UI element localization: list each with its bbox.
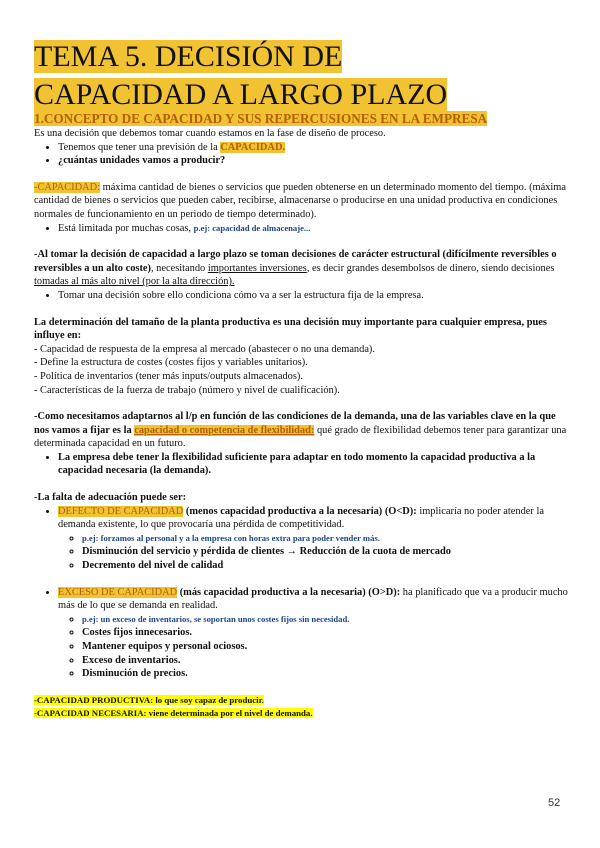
exceso-sublist [58,613,572,681]
list-item: ◦ Disminución del servicio y pérdida de clientes → Reducción de la cuota de mercado [82,545,572,559]
title-line-2: CAPACIDAD A LARGO PLAZO [34,78,448,111]
section-heading: 1.CONCEPTO DE CAPACIDAD Y SUS REPERCUSIONES EN LA EMPRESA [34,111,488,126]
tamano-item: - Capacidad de respuesta de la empresa al mercado (abastecer o no una demanda). [34,343,375,355]
tamano-heading: La determinación del tamaño de la planta productiva es una decisión muy importante para cualquier empresa, pues influye en: [34,316,547,342]
list-item: ◦ Disminución de precios. [82,667,572,681]
highlight: DEFECTO DE CAPACIDAD [58,505,184,517]
list-item: • ¿cuántas unidades vamos a producir? [58,154,572,168]
highlight: CAPACIDAD. [220,141,286,153]
highlight: EXCESO DE CAPACIDAD [58,586,178,598]
highlight: capacidad o competencia de flexibilidad: [134,424,315,436]
example-text: p.ej: capacidad de almacenaje... [193,222,311,233]
list-item: • EXCESO DE CAPACIDAD (más capacidad productiva a la necesaria) (O>D): ha planificado que va a producir mucho más de lo que se demanda en realidad. ◦ p.ej: un exceso de inventarios, se soportan unos costes fijos sin necesidad. ◦ Costes fijos innecesarios. ◦ Mantener equipos y personal ociosos. ◦ Exceso de inventarios. ◦ Disminución de precios. [58,586,572,681]
list-item [82,613,572,627]
tamano-item: - Define la estructura de costes (costes fijos y variables unitarios). [34,357,308,369]
document-body [34,127,572,721]
intro-paragraph: Es una decisión que debemos tomar cuando estamos en la fase de diseño de proceso. [34,128,386,139]
capacidad-definition: -CAPACIDAD: máxima cantidad de bienes o servicios que pueden obtenerse en un determinado momento del tiempo. (máxima cantidad de bienes o servicios que pueden caber, recibirse, almacenarse o producirse en una unidad productiva en condiciones normales de funcionamiento en un periodo de tiempo determinado). [34,181,567,220]
flexibilidad-paragraph: -Como necesitamos adaptarnos al l/p en función de las condiciones de la demanda, una de las variables clave en la que nos vamos a fijar es la capacidad o competencia de flexibilidad: qué grado de flexibilidad debemos tener para garantizar una determinada capacidad en un futuro. [34,411,567,450]
footnote: -CAPACIDAD NECESARIA: viene determinada por el nivel de demanda. [34,708,313,719]
falta-heading: -La falta de adecuación puede ser: [34,492,187,504]
largo-plazo-list [34,289,572,303]
list-item: • La empresa debe tener la flexibilidad suficiente para adaptar en todo momento la capacidad productiva a la capacidad necesaria (la demanda). [58,451,572,478]
list-item: • DEFECTO DE CAPACIDAD (menos capacidad productiva a la necesaria) (O<D): implicaría no poder atender la demanda existente, lo que provocaría una pérdida de competitividad. ◦ p.ej: forzamos al personal y a la empresa con horas extra para poder vender más. ◦ Disminución del servicio y pérdida de clientes → Reducción de la cuota de mercado ◦ Decremento del nivel de calidad [58,505,572,573]
list-item: ◦ Costes fijos innecesarios. [82,626,572,640]
highlight: -CAPACIDAD: [34,181,101,193]
exceso-list [34,586,572,681]
list-item: ◦ Decremento del nivel de calidad [82,559,572,573]
page-title [34,38,544,114]
example-text: p.ej: forzamos al personal y a la empresa con horas extra para poder vender más. [82,532,380,543]
list-item: ◦ Exceso de inventarios. [82,654,572,668]
defecto-sublist [58,532,572,573]
intro-list [34,141,572,168]
tamano-item: - Características de la fuerza de trabajo (número y nivel de cualificación). [34,384,340,396]
flexibilidad-list [34,451,572,478]
list-item [82,532,572,546]
title-line-1: TEMA 5. DECISIÓN DE [34,40,343,73]
example-text: p.ej: un exceso de inventarios, se soportan unos costes fijos sin necesidad. [82,613,350,624]
list-item: ◦ Mantener equipos y personal ociosos. [82,640,572,654]
tamano-item: - Política de inventarios (tener más inputs/outputs almacenados). [34,370,303,382]
list-item: • Tenemos que tener una previsión de la CAPACIDAD. [58,141,572,155]
footnote: -CAPACIDAD PRODUCTIVA: lo que soy capaz de producir. [34,694,264,705]
list-item: • Está limitada por muchas cosas, p.ej: capacidad de almacenaje... [58,222,572,236]
list-item: • Tomar una decisión sobre ello condiciona cómo va a ser la estructura fija de la empresa. [58,289,572,303]
page-number: 52 [548,797,561,809]
capacidad-list [34,222,572,236]
largo-plazo-paragraph: -Al tomar la decisión de capacidad a largo plazo se toman decisiones de carácter estructural (difícilmente reversibles o reversibles a un alto coste), necesitando importantes inversiones, es decir grandes desembolsos de dinero, siendo decisiones tomadas al más alto nivel (por la alta dirección). [34,249,557,288]
falta-list [34,505,572,573]
